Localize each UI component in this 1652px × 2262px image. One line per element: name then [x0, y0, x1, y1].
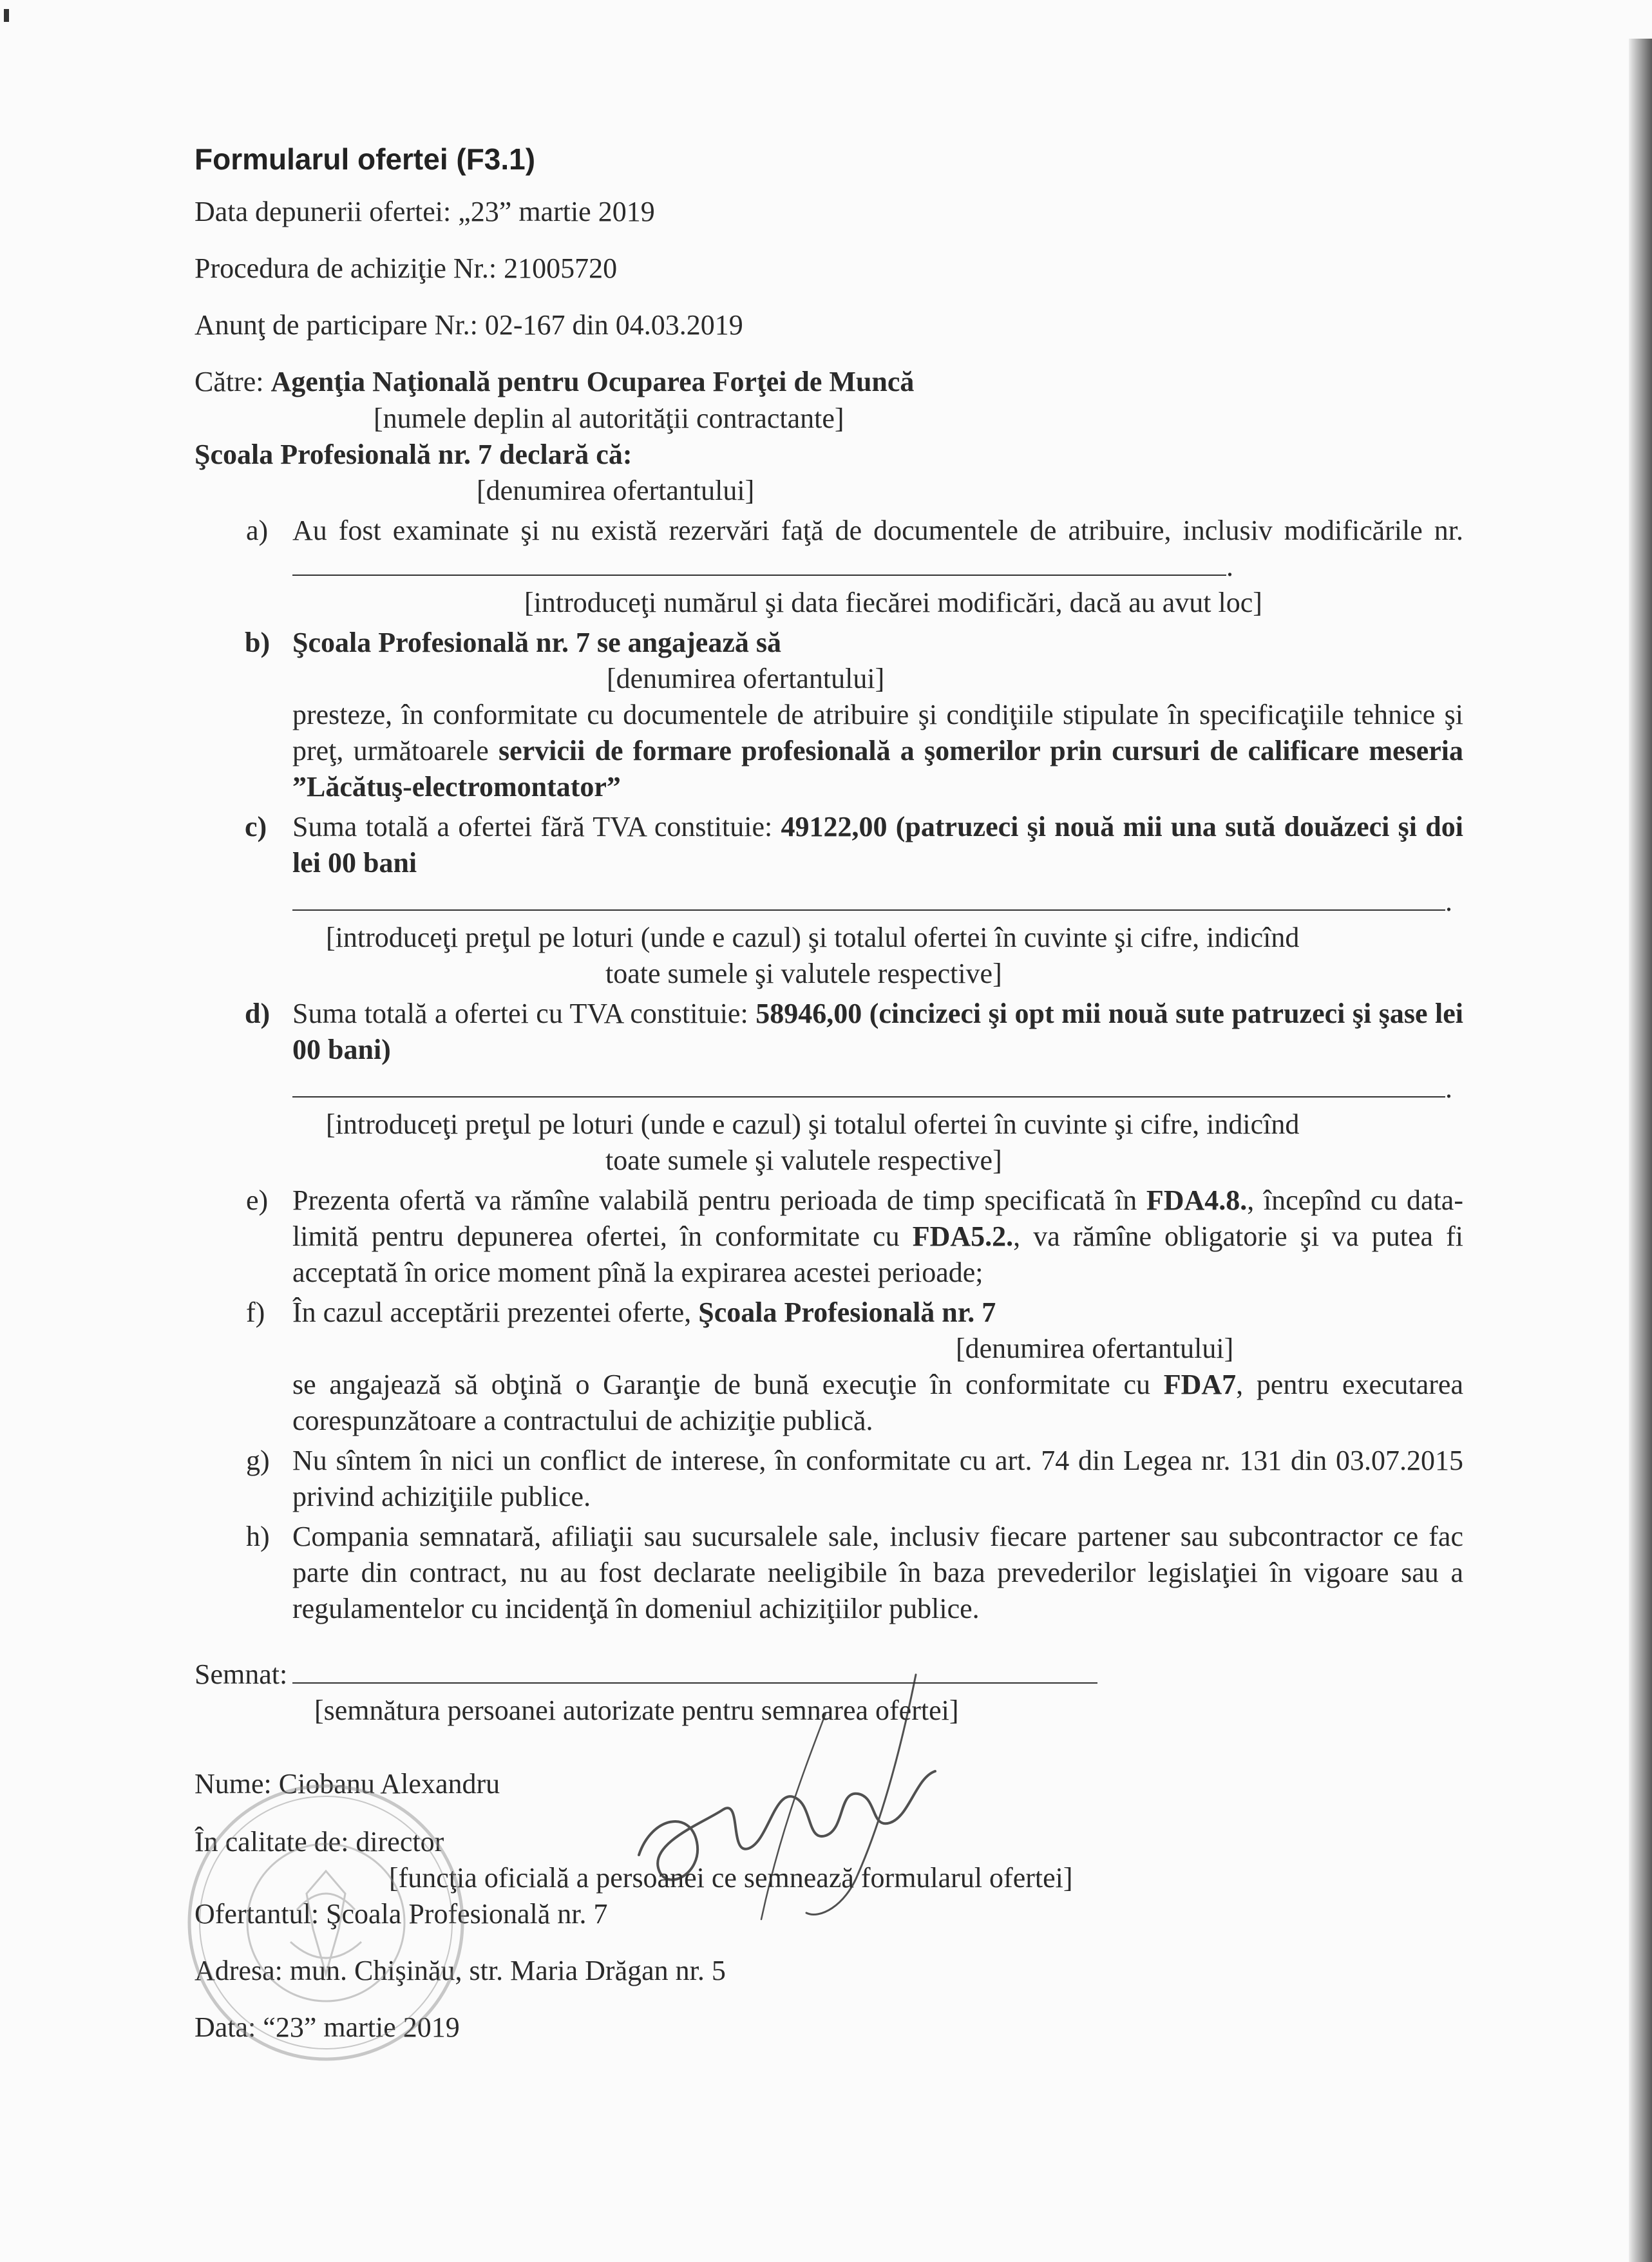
item-b-text	[292, 697, 1463, 805]
item-f-marker: f)	[246, 1297, 265, 1328]
item-b-marker: b)	[245, 627, 271, 658]
signatory-name: Nume: Ciobanu Alexandru	[195, 1768, 500, 1800]
bidder-line: Ofertantul: Şcoala Profesională nr. 7	[195, 1898, 608, 1930]
item-e-ref-fda48: FDA4.8.	[1146, 1184, 1248, 1216]
item-e	[195, 1183, 1463, 1291]
item-d-body: Suma totală a ofertei cu TVA constituie:	[292, 998, 756, 1029]
item-g	[195, 1443, 1463, 1515]
bidder-hint: [denumirea ofertantului]	[477, 475, 755, 506]
item-c-blank-line	[292, 890, 1445, 911]
item-f-part-2: se angajează să obţină o Garanţie de bună execuţie în conformitate cu	[292, 1369, 1164, 1400]
bidder-declaration: Şcoala Profesională nr. 7 declară că:	[195, 439, 632, 470]
item-d-hint-1: [introduceţi preţul pe loturi (unde e cazul) şi totalul ofertei în cuvinte şi cifre, indicînd	[326, 1108, 1300, 1140]
signing-date-line: Data: “23” martie 2019	[195, 2011, 460, 2043]
item-d-amount: 58946,00 (cincizeci şi opt mii nouă sute patruzeci şi şase lei 00 bani)	[292, 998, 1463, 1065]
item-e-part-1: Prezenta ofertă va rămîne valabilă pentru perioada de timp specificată în	[292, 1184, 1146, 1216]
item-c-marker: c)	[245, 811, 267, 842]
item-f-first-line	[292, 1295, 1463, 1331]
item-c-hint-2: toate sumele şi valutele respective]	[605, 958, 1002, 989]
amendments-blank-line	[292, 555, 1226, 576]
item-h-text: Compania semnatară, afiliaţii sau sucursalele sale, inclusiv fiecare partener sau subcontractor ce fac parte din contract, nu au fost declarate neeligibile în baza prevederilor legislaţiei în vigoare sau a regulamentelor cu incidenţă în domeniul achiziţiilor publice.	[292, 1521, 1463, 1624]
item-h	[195, 1519, 1463, 1627]
signatory-role: În calitate de: director	[195, 1826, 444, 1858]
submission-date-line: Data depunerii ofertei: „23” martie 2019	[195, 196, 655, 227]
item-e-ref-fda52: FDA5.2.	[912, 1221, 1014, 1252]
item-f-text	[292, 1367, 1463, 1439]
item-f-hint: [denumirea ofertantului]	[956, 1333, 1234, 1364]
signed-label: Semnat:	[195, 1658, 288, 1690]
item-e-part-2: , începînd cu data-limită pentru depunerea ofertei, în conformitate cu	[292, 1184, 1463, 1252]
item-f-part-3: , pentru executarea corespunzătoare a contractului de achiziţie publică.	[292, 1369, 1463, 1436]
scan-edge-mark	[4, 9, 9, 22]
item-d-hint-2: toate sumele şi valutele respective]	[605, 1145, 1002, 1176]
item-c-hint-1: [introduceţi preţul pe loturi (unde e cazul) şi totalul ofertei în cuvinte şi cifre, indicînd	[326, 922, 1300, 953]
signed-hint: [semnătura persoanei autorizate pentru semnarea ofertei]	[314, 1695, 959, 1726]
item-b-hint: [denumirea ofertantului]	[607, 663, 885, 694]
round-seal-icon	[184, 1781, 468, 2064]
item-a	[195, 513, 1463, 621]
item-a-hint: [introduceţi numărul şi data fiecărei modificări, dacă au avut loc]	[524, 587, 1262, 618]
item-b-body: presteze, în conformitate cu documentele de atribuire şi condiţiile stipulate în specificaţiile tehnice şi preţ, următoarele	[292, 699, 1463, 766]
item-b	[195, 625, 1463, 805]
item-h-marker: h)	[246, 1521, 270, 1552]
addressee-label: Către:	[195, 366, 271, 397]
item-d	[195, 996, 1463, 1179]
item-c-blank: .	[292, 884, 1463, 920]
item-c-text	[292, 809, 1463, 881]
item-e-part-3: , va rămîne obligatorie şi va putea fi acceptată în orice moment pînă la expirarea acestei perioade;	[292, 1221, 1463, 1288]
notice-number-line: Anunţ de participare Nr.: 02-167 din 04.03.2019	[195, 309, 743, 341]
item-d-marker: d)	[245, 998, 271, 1029]
item-g-text: Nu sîntem în nici un conflict de interese, în conformitate cu art. 74 din Legea nr. 131 din 03.07.2015 privind achiziţiile publice.	[292, 1445, 1463, 1512]
addressee-hint: [numele deplin al autorităţii contractante]	[374, 403, 844, 434]
addressee-name: Agenţia Naţională pentru Ocuparea Forţei de Muncă	[271, 366, 915, 397]
item-f	[195, 1295, 1463, 1439]
item-e-marker: e)	[246, 1184, 269, 1216]
item-g-marker: g)	[246, 1445, 270, 1476]
item-e-text	[292, 1183, 1463, 1291]
item-a-body: Au fost examinate şi nu există rezervări faţă de documentele de atribuire, inclusiv modificările nr.	[292, 515, 1463, 546]
signatory-role-hint: [funcţia oficială a persoanei ce semnează formularul ofertei]	[389, 1862, 1073, 1894]
handwritten-signature-icon	[613, 1662, 974, 1932]
item-f-part-1: În cazul acceptării prezentei oferte,	[292, 1297, 699, 1328]
item-f-ref-fda7: FDA7	[1163, 1369, 1237, 1400]
item-b-services: servicii de formare profesională a şomerilor prin cursuri de calificare meseria ”Lăcătuş-electromontator”	[292, 735, 1463, 803]
item-b-bidder: Şcoala Profesională nr. 7 se angajează să	[292, 627, 781, 658]
item-c-amount: 49122,00 (patruzeci şi nouă mii una sută douăzeci şi doi lei 00 bani	[292, 811, 1463, 879]
form-title: Formularul ofertei (F3.1)	[195, 142, 536, 176]
item-d-blank-line	[292, 1077, 1445, 1098]
item-c-body: Suma totală a ofertei fără TVA constituie:	[292, 811, 781, 842]
address-line: Adresa: mun. Chişinău, str. Maria Drăgan nr. 5	[195, 1955, 726, 1986]
item-d-text	[292, 996, 1463, 1068]
scan-page-edge	[1629, 39, 1652, 2262]
item-a-text: Au fost examinate şi nu există rezervări faţă de documentele de atribuire, inclusiv modificările nr. .	[292, 515, 1463, 582]
procedure-number-line: Procedura de achiziţie Nr.: 21005720	[195, 252, 618, 284]
addressee-line	[195, 363, 1463, 401]
offer-form-page	[195, 142, 1463, 2046]
item-f-bidder: Şcoala Profesională nr. 7	[698, 1297, 996, 1328]
item-c	[195, 809, 1463, 992]
item-d-blank: .	[292, 1070, 1463, 1107]
item-a-marker: a)	[246, 515, 269, 546]
